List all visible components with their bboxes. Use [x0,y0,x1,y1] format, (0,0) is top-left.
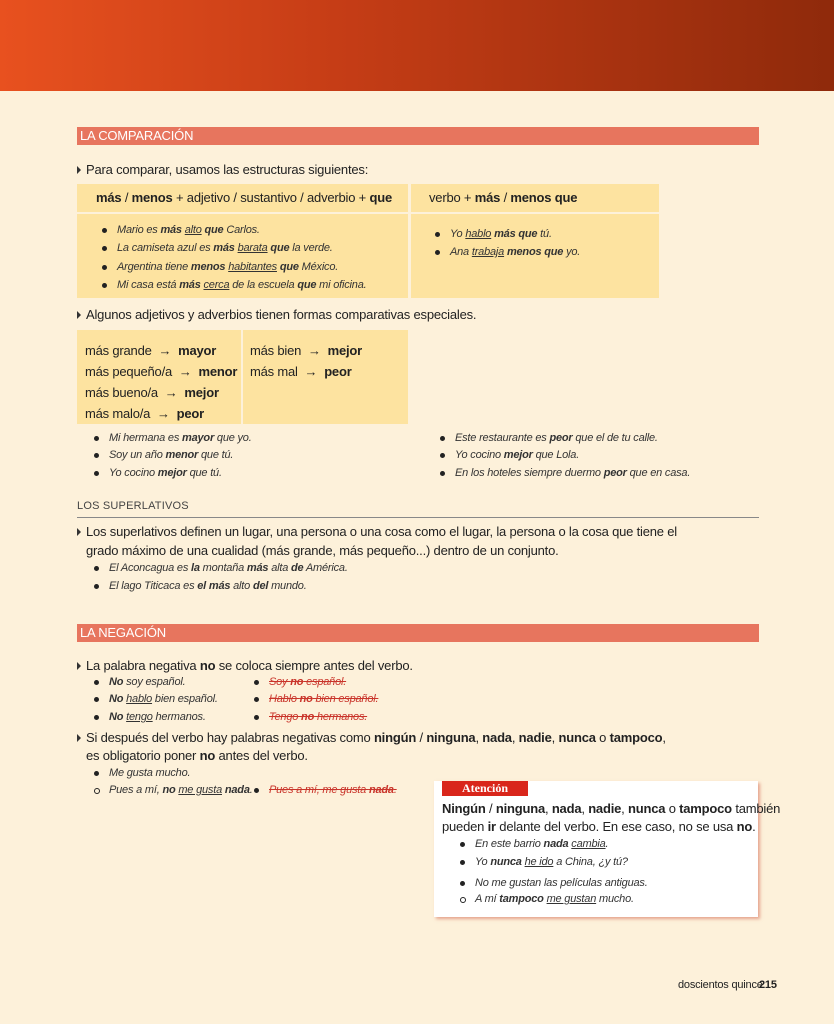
special-forms-right [243,330,408,424]
list-item: Mi hermana es mayor que yo. [109,430,252,447]
list-item: No soy español. [109,674,185,691]
list-item: El lago Titicaca es el más alto del mundo. [109,578,307,595]
superlatives-text-line1: Los superlativos definen un lugar, una persona o una cosa como el lugar, la persona o la cosa que tiene el [86,524,677,539]
table-header-right [411,184,659,212]
wrong-example: Pues a mí, me gusta nada. [269,782,397,799]
list-item: Yo hablo más que tú. [450,226,552,243]
bullet-arrow-icon [77,166,81,174]
comparison-intro: Para comparar, usamos las estructuras siguientes: [86,162,369,177]
superlatives-heading: LOS SUPERLATIVOS [77,500,189,512]
list-item: Ana trabaja menos que yo. [450,244,580,261]
list-item: La camiseta azul es más barata que la verde. [117,240,333,257]
dialog-line: Me gusta mucho. [109,765,190,782]
bullet-arrow-icon [77,311,81,319]
table-header-left-text: más / menos + adjetivo / sustantivo / adverbio + que [96,190,393,205]
section-band-negation: LA NEGACIÓN [77,624,759,642]
list-item: Mario es más alto que Carlos. [117,222,260,239]
list-item: En los hoteles siempre duermo peor que en casa. [455,465,690,482]
list-item: Mi casa está más cerca de la escuela que mi oficina. [117,277,366,294]
section-band-comparison: LA COMPARACIÓN [77,127,759,145]
table-header-right-text: verbo + más / menos que [429,190,578,205]
wrong-example: Tengo no hermanos. [269,709,367,726]
list-item: Soy un año menor que tú. [109,447,233,464]
divider [77,517,759,518]
wrong-example: Soy no español. [269,674,346,691]
bullet-arrow-icon [77,528,81,536]
special-forms-left [77,330,241,424]
negation-intro2-line1: Si después del verbo hay palabras negativas como ningún / ninguna, nada, nadie, nunca o tampoco, [86,730,666,745]
list-item: A mí tampoco me gustan mucho. [475,891,634,908]
negation-intro: La palabra negativa no se coloca siempre antes del verbo. [86,658,413,673]
attention-line1: Ningún / ninguna, nada, nadie, nunca o tampoco también [442,801,781,816]
table-body-right [411,214,659,298]
list-item: Yo cocino mejor que tú. [109,465,222,482]
wrong-example: Hablo no bien español. [269,691,378,708]
list-item: No hablo bien español. [109,691,218,708]
list-item: El Aconcagua es la montaña más alta de América. [109,560,348,577]
special-forms-left-text: más grande → mayor más pequeño/a → menor más bueno/a → mejor más malo/a → peor [85,343,238,421]
list-item: En este barrio nada cambia. [475,836,608,853]
page-number: 215 [759,979,777,991]
special-forms-right-text: más bien → mejor más mal → peor [250,343,363,379]
list-item: No tengo hermanos. [109,709,206,726]
list-item: Argentina tiene menos habitantes que México. [117,259,338,276]
list-item: Este restaurante es peor que el de tu calle. [455,430,658,447]
table-body-left [77,214,408,298]
bullet-arrow-icon [77,662,81,670]
special-forms-intro: Algunos adjetivos y adverbios tienen formas comparativas especiales. [86,307,477,322]
list-item: Yo cocino mejor que Lola. [455,447,579,464]
attention-box [434,781,781,917]
superlatives-text-line2: grado máximo de una cualidad (más grande, más pequeño...) dentro de un conjunto. [86,543,559,558]
table-header-left [77,184,408,212]
attention-label: Atención [442,781,528,796]
list-item: No me gustan las películas antiguas. [475,875,648,892]
page-number-words: doscientos quince [678,979,763,991]
bullet-arrow-icon [77,734,81,742]
negation-intro2-line2: es obligatorio poner no antes del verbo. [86,748,308,763]
list-item: Yo nunca he ido a China, ¿y tú? [475,854,628,871]
top-color-bar [0,0,834,91]
attention-line2: pueden ir delante del verbo. En ese caso, no se usa no. [442,819,756,834]
dialog-line: Pues a mí, no me gusta nada. [109,782,253,799]
